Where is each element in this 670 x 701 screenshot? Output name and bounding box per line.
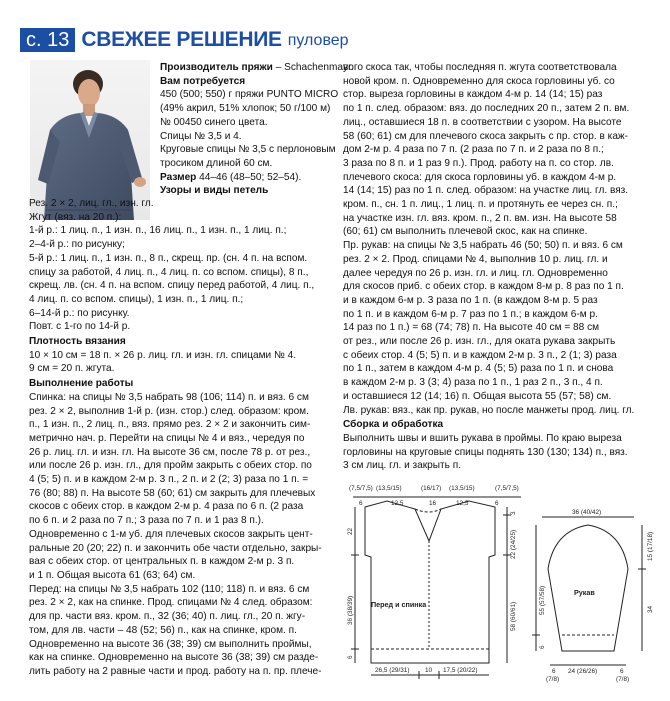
text-line: лиц., оставшиеся 18 п. в соответствии с узором. На высоте — [343, 116, 622, 128]
text-line: Выполнить швы и вшить рукава в проймы. По краю выреза — [343, 432, 622, 444]
sleeve-bottom-7-8-left: (7/8) — [546, 676, 560, 683]
text-line: Одновременно на высоте 36 (38; 39) см выполнить проймы, — [29, 638, 312, 650]
dim-6-left: 6 — [359, 500, 363, 507]
sleeve-width: 36 (40/42) — [572, 509, 602, 516]
sleeve-bottom-6-left: 6 — [552, 668, 556, 675]
text-line: 2–4-й р.: по рисунку; — [29, 239, 125, 251]
text-line: Лв. рукав: вяз., как пр. рукав, но после манжеты прод. лиц. гл. — [343, 404, 635, 416]
text-line: и в каждом 6-м р. 3 раза по 1 п. (в каждом 8-м р. 5 раз — [343, 294, 598, 306]
dim-shoulder-left: (7,5/7,5) — [349, 485, 373, 492]
text-line: Одновременно с 1-м уб. для плечевых скосов закрыть цент- — [29, 528, 313, 540]
text-line: Рез. 2 × 2, лиц. гл., изн. гл. — [29, 198, 154, 209]
text-line: 9 см = 20 п. жгута. — [29, 363, 115, 375]
text-line: или после 26 р. изн. гл., для пройм закрыть с обеих стор. по — [29, 460, 312, 472]
front-back-schematic — [345, 485, 535, 685]
text-line: рез. 2 × 2. Прод. спицами № 4, выполнив 10 р. лиц. гл. и — [343, 253, 608, 265]
right-text-column — [343, 61, 648, 473]
text-line: Спинка: на спицы № 3,5 набрать 98 (106; 114) п. и вяз. 6 см — [29, 391, 309, 403]
dim-neck-right: (13,5/15) — [449, 485, 475, 492]
page-number: с. 13 — [20, 28, 75, 52]
materials-line: (49% акрил, 51% хлопок; 50 г/100 м) — [160, 103, 331, 115]
text-line: кром. п., сн. 1 п. лиц., 1 лиц. п. и протянуть ее через сн. п.; — [343, 199, 618, 211]
text-line: 6–14-й р.: по рисунку. — [29, 307, 130, 319]
text-line: 4 (5; 5) п. и в каждом 2-м р. 3 п., 2 п. и 2 (2; 3) раза по 1 п. = — [29, 474, 309, 486]
text-line: Повт. с 1-го по 14-й р. — [29, 321, 131, 333]
sleeve-cuff: 6 — [539, 645, 546, 649]
sleeve-length: 55 (57/58) — [539, 585, 546, 615]
dim-17-5: 17,5 (20/22) — [443, 667, 478, 674]
text-line: Перед: на спицы № 3,5 набрать 102 (110; 118) п. и вяз. 6 см — [29, 583, 310, 595]
text-line: лить работу на 2 равные части и прод. работу на п. пр. плече- — [29, 665, 322, 677]
dim-10: 10 — [425, 667, 433, 674]
page-subtitle: пуловер — [287, 32, 349, 49]
text-line: для пр. части вяз. кром. п., 32 (36; 40) п. лиц. гл., 20 п. жгу- — [29, 611, 306, 623]
text-line: далее чередуя по 26 р. изн. гл. и лиц. гл. Одновременно — [343, 267, 608, 279]
text-line: для скосов приб. с обеих стор. в каждом 8-м р. 8 раз по 1 п. — [343, 281, 624, 293]
dim-neck-left: (13,5/15) — [376, 485, 402, 492]
text-line: 4 лиц. п. со вспом. спицы), 1 изн. п., 1 лиц. п.; — [29, 293, 244, 305]
size-value: 44–46 (48–50; 52–54). — [196, 171, 302, 183]
page-header — [20, 28, 349, 52]
materials-line: тросиком длиной 60 см. — [160, 157, 273, 169]
text-line: том, для лв. части – 48 (52; 56) п., как на спинке, кром. п. — [29, 624, 297, 636]
text-line: 76 (80; 88) п. На высоте 58 (60; 61) см закрыть для плечевых — [29, 487, 316, 499]
dim-58-60-61: 58 (60/61) — [510, 601, 517, 631]
materials-line: 450 (500; 550) г пряжи PUNTO MICRO — [160, 89, 339, 101]
text-line: 5-й р.: 1 лиц. п., 1 изн. п., 8 п., скрещ. пр. (сн. 4 п. на вспом. — [29, 252, 308, 264]
size-label: Размер — [160, 171, 197, 183]
sleeve-label: Рукав — [574, 588, 595, 597]
sleeve-bottom-width: 24 (26/26) — [568, 668, 598, 675]
sleeve-34: 34 — [647, 605, 654, 613]
text-line: от рез., или после 26 р. изн. гл., для оката рукава закрыть — [343, 336, 616, 348]
text-line: вая с обеих стор. от центральных п. в каждом 2-м р. 3 п. — [29, 556, 295, 568]
page-title: СВЕЖЕЕ РЕШЕНИЕ — [81, 28, 282, 51]
text-line: рез. 2 × 2, как на спинке. Прод. спицами № 4 след. образом: — [29, 597, 313, 609]
text-line: 3 см лиц. гл. и закрыть п. — [343, 460, 462, 472]
text-line: в каждом 2-м р. 3 (3; 4) раза по 1 п., 1 раз 2 п., 3 п., 4 п. — [343, 377, 603, 389]
section-heading: Плотность вязания — [29, 336, 126, 348]
text-line: 1-й р.: 1 лиц. п., 1 изн. п., 16 лиц. п., 1 изн. п., 1 лиц. п.; — [29, 225, 287, 237]
text-line: Жгут (вяз. на 20 п.): — [29, 211, 122, 223]
materials-line: Спицы № 3,5 и 4. — [160, 130, 242, 142]
left-text-column — [29, 197, 334, 679]
text-line: и оставшиеся 12 (14; 16) п. Общая высота 55 (57; 58) см. — [343, 390, 612, 402]
text-line: скрещ. лв. (сн. 4 п. на вспом. спицу перед работой, 4 лиц. п., — [29, 280, 315, 292]
dim-neck-center: (16/17) — [421, 485, 442, 492]
text-line: на участке изн. гл. вяз. кром. п., 2 п. вм. изн. На высоте 58 — [343, 212, 617, 224]
sleeve-schematic — [530, 505, 665, 685]
text-line: 10 × 10 см = 18 п. × 26 р. лиц. гл. и изн. гл. спицами № 4. — [29, 349, 297, 361]
text-line: 58 (60; 61) см для плечевого скоса закрыть с пр. стор. в каж- — [343, 130, 629, 142]
sleeve-cap-height: 15 (17/18) — [647, 531, 654, 561]
intro-block — [160, 61, 354, 198]
text-line: спицу за работой, 4 лиц. п., 4 лиц. п. со вспом. спицы), 8 п., — [29, 266, 309, 278]
text-line: п., 1 изн. п., 2 лиц. п., вяз. прямо рез. 2 × 2 и закончить сим- — [29, 419, 311, 431]
text-line: скосов с обеих стор. в каждом 2-м р. 4 раза по 6 п. (2 раза — [29, 501, 304, 513]
producer-label: Производитель пряжи — [160, 62, 273, 73]
text-line: по 1 п. след. образом: вяз. до последних 20 п., затем 2 п. вм. — [343, 103, 630, 115]
front-back-label: Перед и спинка — [371, 600, 427, 609]
text-line: и 1 п. Общая высота 61 (63; 64) см. — [29, 569, 196, 581]
dim-16: 16 — [429, 500, 437, 507]
text-line: вого скоса так, чтобы последняя п. жгута соответствовала — [343, 62, 617, 73]
materials-line: № 00450 синего цвета. — [160, 116, 268, 128]
dim-26-5: 26,5 (29/31) — [375, 667, 410, 674]
section-heading: Выполнение работы — [29, 378, 134, 390]
text-line: 26 р. лиц. гл. и изн. гл. На высоте 36 см, после 78 р. от рез., — [29, 446, 311, 458]
producer-value: – Schachenmayr. — [272, 62, 354, 73]
text-line: 14 раз по 1 п.) = 68 (74; 78) п. На высоте 40 см = 88 см — [343, 322, 600, 334]
dim-12-5-right: 12,5 — [456, 500, 469, 507]
text-line: по 1 п. и в каждом 6-м р. 7 раз по 1 п.; в каждом 6-м р. — [343, 308, 598, 320]
text-line: с обеих стор. 4 (5; 5) п. и в каждом 2-м р. 3 п., 2 (1; 3) раза — [343, 349, 617, 361]
text-line: по 6 п. и 2 раза по 7 п.; 3 раза по 7 п. и 1 раз 8 п.). — [29, 515, 264, 527]
dim-12-5-left: 12,5 — [391, 500, 404, 507]
text-line: как на спинке. Одновременно на высоте 36 (38; 39) см разде- — [29, 652, 319, 664]
dim-36: 36 (38/39) — [347, 595, 354, 625]
text-line: стор. выреза горловины в каждом 4-м р. 14 (14; 15) раз — [343, 89, 603, 101]
text-line: плечевого скоса: для скоса горловины уб. в каждом 4-м р. — [343, 171, 617, 183]
text-line: новой кром. п. Одновременно для скоса горловины уб. со — [343, 75, 615, 87]
model-photo — [30, 60, 150, 220]
text-line: ральные 20 (20; 22) п. и закончить обе части отдельно, закры- — [29, 542, 322, 554]
text-line: горловины на круговые спицы поднять 130 (130; 134) п., вяз. — [343, 446, 628, 458]
materials-line: Круговые спицы № 3,5 с перлоновым — [160, 144, 336, 156]
dim-3: 3 — [510, 511, 517, 515]
text-line: дом 2-м р. 4 раза по 7 п. (2 раза по 7 п. и 2 раза по 8 п.; — [343, 144, 604, 156]
patterns-heading: Узоры и виды петель — [160, 185, 269, 197]
text-line: (60; 61) см выполнить плечевой скос, как на спинке. — [343, 226, 588, 238]
text-line: метрично нач. р. Перейти на спицы № 4 и вяз., чередуя по — [29, 432, 305, 444]
text-line: 3 раза по 8 п. и 1 раз 9 п.). Прод. работу на п. со стор. лв. — [343, 157, 614, 169]
dim-6-right: 6 — [495, 500, 499, 507]
text-line: Пр. рукав: на спицы № 3,5 набрать 46 (50; 50) п. и вяз. 6 см — [343, 240, 623, 252]
dim-22: 22 — [347, 527, 354, 535]
section-heading: Сборка и обработка — [343, 419, 444, 431]
text-line: рез. 2 × 2, выполнив 1-й р. (изн. стор.) след. образом: кром. — [29, 405, 309, 417]
sleeve-bottom-7-8-right: (7/8) — [616, 676, 630, 683]
text-line: 14 (14; 15) раз по 1 п. след. образом: на участке лиц. гл. вяз. — [343, 185, 629, 197]
materials-heading: Вам потребуется — [160, 75, 246, 87]
sleeve-bottom-6-right: 6 — [620, 668, 624, 675]
dim-shoulder-right: (7,5/7,5) — [495, 485, 519, 492]
text-line: по 1 п., затем в каждом 4-м р. 4 (5; 5) раза по 1 п. и снова — [343, 363, 614, 375]
dim-22-24-25: 22 (24/25) — [510, 529, 517, 559]
dim-6-bottom: 6 — [347, 655, 354, 659]
